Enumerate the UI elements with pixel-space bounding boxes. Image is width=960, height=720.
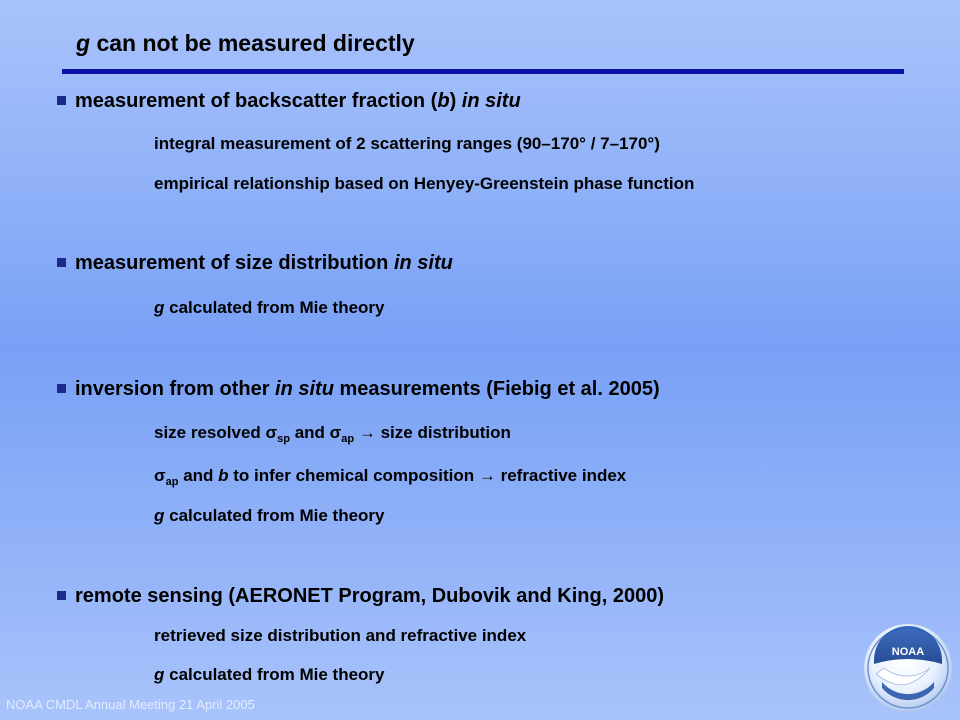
subline-text: size resolved σ [154, 423, 278, 442]
subline-text: and σ [289, 423, 342, 442]
subline-variable: g [154, 665, 165, 684]
subline-text: calculated from Mie theory [164, 665, 385, 684]
bullet-italic: in situ [393, 252, 453, 274]
bullet-square-icon [57, 591, 66, 600]
subline-chemical-composition [154, 466, 626, 488]
subline-variable: b [218, 466, 229, 485]
subline-variable: g [154, 506, 165, 525]
subline-mie-theory [154, 298, 385, 318]
slide-title [76, 30, 415, 57]
bullet-remote-sensing [57, 585, 664, 608]
bullet-square-icon [57, 96, 66, 105]
title-underline [62, 69, 904, 74]
subline-variable: g [154, 298, 165, 317]
bullet-square-icon [57, 384, 66, 393]
logo-text: NOAA [891, 646, 925, 658]
noaa-logo-graphic [864, 624, 952, 712]
subscript: sp [277, 433, 290, 445]
subline-mie-theory [154, 665, 385, 685]
bullet-text: measurements (Fiebig et al. 2005) [333, 378, 660, 400]
subline-text: σ [154, 466, 166, 485]
title-variable: g [76, 30, 91, 56]
bullet-italic: in situ [461, 90, 521, 112]
subscript: ap [341, 433, 355, 445]
subline-text: → size distribution [354, 423, 511, 442]
bullet-inversion [57, 378, 660, 401]
bullet-text: measurement of backscatter fraction ( [75, 90, 438, 112]
bullet-text: remote sensing (AERONET Program, Dubovik and King, 2000) [75, 585, 665, 607]
footer-text: NOAA CMDL Annual Meeting 21 April 2005 [6, 697, 255, 712]
subline-retrieved-size: retrieved size distribution and refractive index [154, 626, 527, 645]
subline-empirical-relationship: empirical relationship based on Henyey-Greenstein phase function [154, 174, 695, 193]
subline-text: calculated from Mie theory [164, 506, 385, 525]
bullet-text: ) [449, 90, 462, 112]
bullet-italic: in situ [275, 378, 334, 400]
bullet-square-icon [57, 258, 66, 267]
subline-mie-theory [154, 506, 385, 526]
noaa-logo-icon [864, 624, 952, 712]
bullet-italic: b [437, 90, 450, 112]
subline-text: calculated from Mie theory [164, 298, 385, 317]
subline-integral-measurement: integral measurement of 2 scattering ranges (90–170° / 7–170°) [154, 134, 660, 153]
subline-text: and [178, 466, 219, 485]
subscript: ap [165, 476, 179, 488]
subline-size-resolved [154, 423, 511, 445]
bullet-text: inversion from other [75, 378, 276, 400]
subline-text: to infer chemical composition → refractive index [228, 466, 627, 485]
bullet-text: measurement of size distribution [75, 252, 394, 274]
bullet-size-distribution [57, 252, 453, 275]
title-text: can not be measured directly [90, 30, 415, 56]
bullet-backscatter [57, 90, 521, 113]
